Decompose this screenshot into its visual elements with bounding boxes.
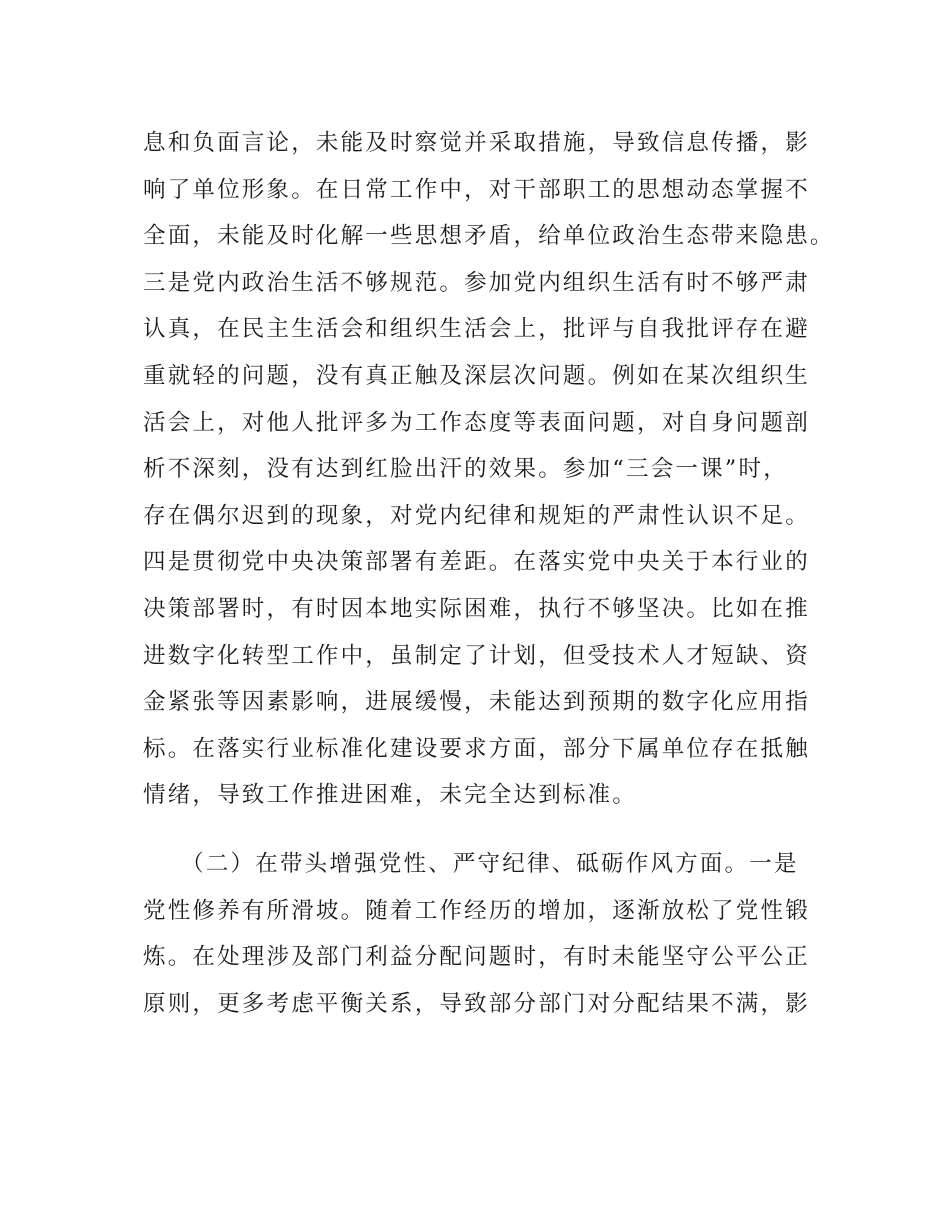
text-line: （二）在带头增强党性、严守纪律、砥砺作风方面。一是	[143, 850, 799, 877]
text-line: 党性修养有所滑坡。随着工作经历的增加，逐渐放松了党性锻	[143, 897, 810, 924]
text-line: 金紧张等因素影响，进展缓慢，未能达到预期的数字化应用指	[143, 689, 810, 716]
text-line: 认真，在民主生活会和组织生活会上，批评与自我批评存在避	[143, 316, 810, 343]
paragraph-spacer	[143, 819, 823, 841]
text-line: 存在偶尔迟到的现象，对党内纪律和规矩的严肃性认识不足。	[143, 502, 810, 529]
text-line: 情绪，导致工作推进困难，未完全达到标准。	[143, 782, 638, 809]
text-line: 全面，未能及时化解一些思想矛盾，给单位政治生态带来隐患。	[143, 223, 835, 250]
text-line: 原则，更多考虑平衡关系，导致部分部门对分配结果不满，影	[143, 990, 810, 1017]
text-line: 炼。在处理涉及部门利益分配问题时，有时未能坚守公平公正	[143, 944, 810, 971]
document-body	[143, 120, 835, 1027]
text-line: 标。在落实行业标准化建设要求方面，部分下属单位存在抵触	[143, 735, 810, 762]
text-line: 息和负面言论，未能及时察觉并采取措施，导致信息传播，影	[143, 130, 810, 156]
text-line: 四是贯彻党中央决策部署有差距。在落实党中央关于本行业的	[143, 549, 810, 576]
paragraph-continuation	[143, 120, 835, 819]
text-line: 析不深刻，没有达到红脸出汗的效果。参加“三会一课”时，	[143, 456, 788, 483]
text-line: 决策部署时，有时因本地实际困难，执行不够坚决。比如在推	[143, 595, 810, 622]
paragraph-section-two	[143, 841, 823, 1027]
text-line: 三是党内政治生活不够规范。参加党内组织生活有时不够严肃	[143, 269, 810, 296]
text-line: 活会上，对他人批评多为工作态度等表面问题，对自身问题剖	[143, 409, 810, 436]
text-line: 重就轻的问题，没有真正触及深层次问题。例如在某次组织生	[143, 362, 810, 389]
text-line: 进数字化转型工作中，虽制定了计划，但受技术人才短缺、资	[143, 642, 810, 669]
text-line: 响了单位形象。在日常工作中，对干部职工的思想动态掌握不	[143, 176, 810, 203]
